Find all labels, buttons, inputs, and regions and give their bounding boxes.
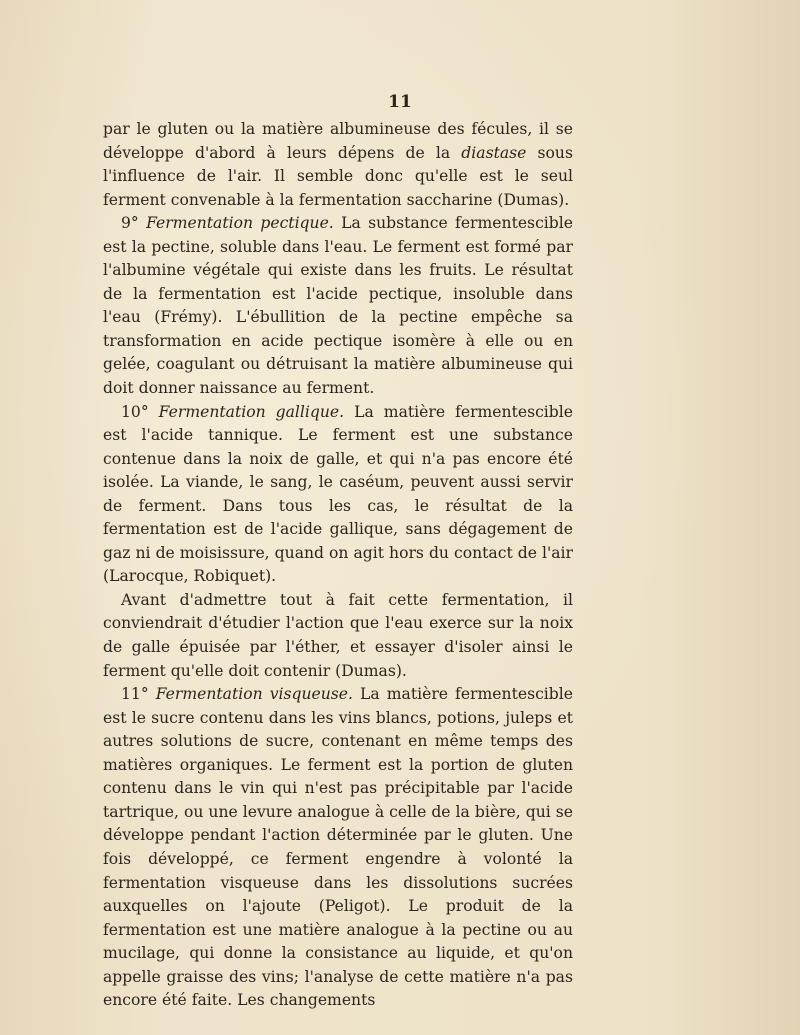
body-text <box>103 118 573 1013</box>
paragraph-4-text: Avant d'admettre tout à fait cette fermentation, il conviendrait d'étudier l'action que l'eau exerce sur la noix de galle épuisée par l'éther, et essayer d'isoler ainsi le ferment qu'elle doit contenir (Dumas). <box>103 590 573 680</box>
paragraph-3 <box>103 401 573 589</box>
paragraph-1-text-a: par le gluten ou la matière albumineuse des fécules, il se développe d'abord à leurs dépens de la <box>103 120 573 162</box>
page-number: 11 <box>388 92 412 112</box>
paragraph-3-text: La matière fermentescible est l'acide tannique. Le ferment est une substance contenue dans la noix de galle, et qui n'a pas encore été isolée. La viande, le sang, le caséum, peuvent aussi servir de ferment. Dans tous les cas, le résultat de la fermentation est de l'acide gallique, sans dégagement de gaz ni de moisissure, quand on agit hors du contact de l'air (Larocque, Robiquet). <box>103 402 573 586</box>
paragraph-5 <box>103 683 573 1013</box>
paragraph-2-number: 9° <box>121 214 147 233</box>
paragraph-5-number: 11° <box>121 685 156 704</box>
paragraph-3-heading: Fermentation gallique. <box>158 402 345 421</box>
paragraph-5-heading: Fermentation visqueuse. <box>155 685 353 704</box>
paragraph-1-term: diastase <box>461 143 527 162</box>
paragraph-3-number: 10° <box>121 402 159 421</box>
paragraph-2-heading: Fermentation pectique. <box>146 214 334 233</box>
paragraph-2-text: La substance fermentescible est la pectine, soluble dans l'eau. Le ferment est formé par l'albumine végétale qui existe dans les fruits. Le résultat de la fermentation est l'acide pectique, insoluble dans l'eau (Frémy). L'ébullition de la pectine empêche sa transformation en acide pectique isomère à elle ou en gelée, coagulant ou détruisant la matière albumineuse qui doit donner naissance au ferment. <box>103 214 573 398</box>
paragraph-4 <box>103 589 573 683</box>
paragraph-1 <box>103 118 573 212</box>
paragraph-5-text: La matière fermentescible est le sucre contenu dans les vins blancs, potions, juleps et autres solutions de sucre, contenant en même temps des matières organiques. Le ferment est la portion de gluten contenu dans le vin qui n'est pas précipitable par l'acide tartrique, ou une levure analogue à celle de la bière, qui se développe pendant l'action déterminée par le gluten. Une fois développé, ce ferment engendre à volonté la fermentation visqueuse dans les dissolutions sucrées auxquelles on l'ajoute (Peligot). Le produit de la fermentation est une matière analogue à la pectine ou au mucilage, qui donne la consistance au liquide, et qu'on appelle graisse des vins; l'analyse de cette matière n'a pas encore été faite. Les changements <box>103 685 573 1010</box>
paragraph-1-text-b: sous l'influence de l'air. Il semble donc qu'elle est le seul ferment convenable à la fermentation saccharine (Dumas). <box>103 143 573 209</box>
paragraph-2 <box>103 212 573 400</box>
